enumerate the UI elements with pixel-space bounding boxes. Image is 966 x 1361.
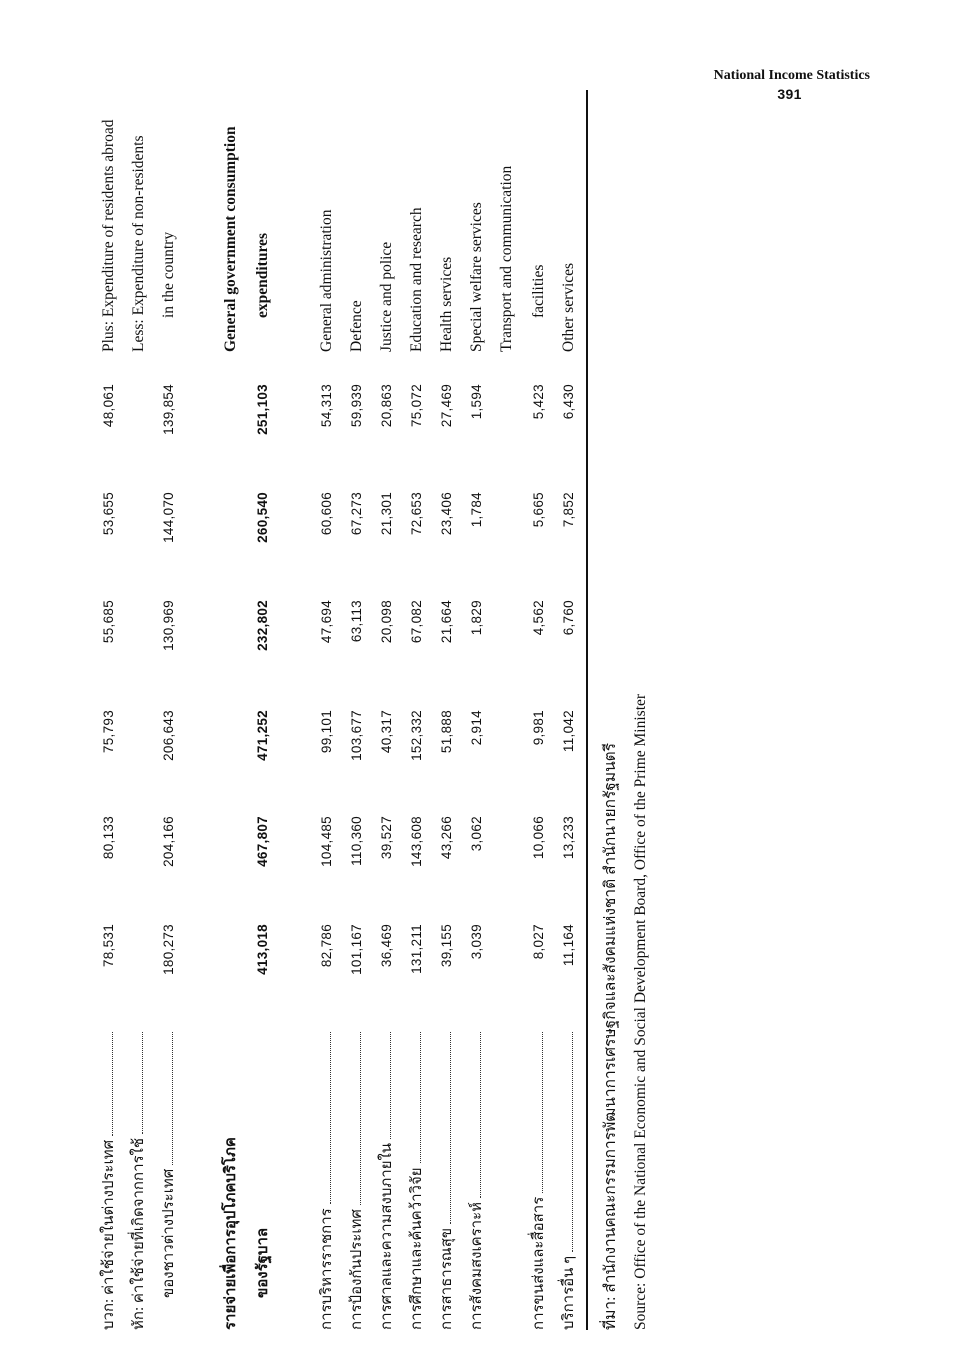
row-label-english: General administration — [318, 209, 335, 352]
value-cell: 3,062 — [469, 816, 484, 852]
value-cell: 39,155 — [439, 924, 454, 968]
value-cell: 10,066 — [531, 816, 546, 860]
value-cell: 72,653 — [409, 492, 424, 536]
value-cell: 11,164 — [561, 924, 576, 967]
value-cell: 20,863 — [379, 384, 394, 428]
value-cell: 51,888 — [439, 710, 454, 754]
value-cell: 54,313 — [319, 384, 334, 428]
dot-leader — [560, 1032, 573, 1252]
row-label-english: Justice and police — [378, 241, 395, 352]
row-label-thai-text: หัก: ค่าใช้จ่ายที่เกิดจากการใช้ — [131, 1137, 147, 1330]
value-cell: 43,266 — [439, 816, 454, 860]
row-label-thai-text: การสังคมสงเคราะห์ — [469, 1201, 485, 1330]
dot-leader — [318, 1032, 331, 1204]
value-cell: 23,406 — [439, 492, 454, 536]
value-cell: 6,760 — [561, 600, 576, 636]
value-cell: 78,531 — [101, 924, 116, 968]
row-label-thai — [466, 1032, 488, 1330]
row-label-thai — [98, 1032, 120, 1330]
value-cell: 53,655 — [101, 492, 116, 536]
row-label-thai — [220, 1137, 242, 1330]
row-label-thai-text: การศึกษาและค้นคว้าวิจัย — [409, 1167, 425, 1330]
dot-leader — [378, 1032, 391, 1139]
row-label-thai — [346, 1032, 368, 1330]
value-cell: 63,113 — [349, 600, 364, 643]
row-label-thai-text: ของรัฐบาล — [255, 1227, 271, 1298]
value-cell: 39,527 — [379, 816, 394, 860]
dot-leader — [468, 1032, 481, 1198]
value-cell: 152,332 — [409, 710, 424, 761]
value-cell: 232,802 — [255, 600, 270, 651]
value-cell: 5,665 — [531, 492, 546, 528]
row-label-thai — [316, 1032, 338, 1330]
row-label-thai — [128, 1032, 150, 1330]
value-cell: 101,167 — [349, 924, 364, 975]
row-label-thai-text: บวก: ค่าใช้จ่ายในต่างประเทศ — [101, 1139, 117, 1330]
value-cell: 180,273 — [161, 924, 176, 975]
value-cell: 3,039 — [469, 924, 484, 960]
source-note-thai: ที่มา: สำนักงานคณะกรรมการพัฒนาการเศรษฐกิจและสังคมแห่งชาติ สำนักนายกรัฐมนตรี — [602, 742, 619, 1330]
value-cell: 130,969 — [161, 600, 176, 651]
rotated-page-content — [82, 90, 966, 1330]
value-cell: 82,786 — [319, 924, 334, 968]
value-cell: 467,807 — [255, 816, 270, 867]
source-note-english: Source: Office of the National Economic and Social Development Board, Office of the Prime Minister — [632, 693, 649, 1330]
row-label-english: facilities — [530, 264, 547, 318]
value-cell: 80,133 — [101, 816, 116, 860]
row-label-thai — [158, 1032, 180, 1298]
row-label-thai-text: บริการอื่น ๆ — [561, 1255, 577, 1330]
row-label-thai-text: รายจ่ายเพื่อการอุปโภคบริโภค — [223, 1137, 239, 1330]
row-label-english: General government consumption — [222, 126, 239, 352]
value-cell: 251,103 — [255, 384, 270, 435]
row-label-english: Transport and communication — [498, 165, 515, 352]
value-cell: 36,469 — [379, 924, 394, 968]
value-cell: 48,061 — [101, 384, 116, 428]
row-label-english: Other services — [560, 262, 577, 352]
value-cell: 103,677 — [349, 710, 364, 761]
row-label-thai — [406, 1032, 428, 1330]
dot-leader — [530, 1032, 543, 1193]
value-cell: 471,252 — [255, 710, 270, 761]
table-bottom-rule — [586, 90, 588, 1330]
row-label-thai — [376, 1032, 398, 1330]
value-cell: 40,317 — [379, 710, 394, 754]
row-label-english: Education and research — [408, 207, 425, 352]
row-label-thai-text: ของชาวต่างประเทศ — [161, 1168, 177, 1298]
dot-leader — [130, 1032, 143, 1134]
value-cell: 139,854 — [161, 384, 176, 435]
row-label-thai-text: การสาธารณสุข — [439, 1227, 455, 1330]
value-cell: 260,540 — [255, 492, 270, 543]
dot-leader — [408, 1032, 421, 1163]
row-label-thai — [252, 1228, 274, 1298]
value-cell: 47,694 — [319, 600, 334, 644]
value-cell: 11,042 — [561, 710, 576, 753]
row-label-thai-text: การป้องกันประเทศ — [349, 1209, 365, 1330]
value-cell: 67,082 — [409, 600, 424, 644]
row-label-english: Special welfare services — [468, 202, 485, 352]
dot-leader — [348, 1032, 361, 1205]
value-cell: 1,784 — [469, 492, 484, 528]
value-cell: 27,469 — [439, 384, 454, 428]
value-cell: 413,018 — [255, 924, 270, 975]
page-number: 391 — [777, 86, 802, 102]
row-label-thai — [558, 1032, 580, 1330]
value-cell: 104,485 — [319, 816, 334, 867]
value-cell: 60,606 — [319, 492, 334, 536]
value-cell: 99,101 — [319, 710, 334, 754]
row-label-english: Health services — [438, 256, 455, 352]
row-label-english: Less: Expenditure of non-residents — [130, 135, 147, 352]
row-label-thai — [528, 1032, 550, 1330]
value-cell: 8,027 — [531, 924, 546, 960]
value-cell: 13,233 — [561, 816, 576, 860]
dot-leader — [160, 1032, 173, 1165]
value-cell: 2,914 — [469, 710, 484, 746]
running-head-title: National Income Statistics — [713, 68, 870, 83]
value-cell: 55,685 — [101, 600, 116, 644]
value-cell: 21,664 — [439, 600, 454, 644]
dot-leader — [100, 1032, 113, 1136]
value-cell: 1,594 — [469, 384, 484, 420]
value-cell: 75,072 — [409, 384, 424, 428]
row-label-english: expenditures — [254, 233, 271, 318]
row-label-english: in the country — [160, 231, 177, 318]
value-cell: 20,098 — [379, 600, 394, 644]
value-cell: 143,608 — [409, 816, 424, 867]
value-cell: 9,981 — [531, 710, 546, 746]
value-cell: 4,562 — [531, 600, 546, 636]
value-cell: 7,852 — [561, 492, 576, 528]
value-cell: 144,070 — [161, 492, 176, 543]
value-cell: 59,939 — [349, 384, 364, 428]
row-label-thai-text: การบริหารราชการ — [319, 1208, 335, 1330]
value-cell: 206,643 — [161, 710, 176, 761]
value-cell: 110,360 — [349, 816, 364, 866]
statistics-table — [82, 90, 966, 1330]
row-label-thai-text: การศาลและความสงบภายใน — [379, 1142, 395, 1330]
value-cell: 67,273 — [349, 492, 364, 536]
row-label-thai-text: การขนส่งและสื่อสาร — [531, 1196, 547, 1330]
value-cell: 131,211 — [409, 924, 424, 974]
value-cell: 5,423 — [531, 384, 546, 420]
row-label-english: Plus: Expenditure of residents abroad — [100, 119, 117, 352]
row-label-english: Defence — [348, 300, 365, 352]
value-cell: 1,829 — [469, 600, 484, 636]
value-cell: 75,793 — [101, 710, 116, 754]
value-cell: 21,301 — [379, 492, 394, 536]
row-label-thai — [436, 1032, 458, 1330]
value-cell: 204,166 — [161, 816, 176, 867]
dot-leader — [438, 1032, 451, 1224]
value-cell: 6,430 — [561, 384, 576, 420]
